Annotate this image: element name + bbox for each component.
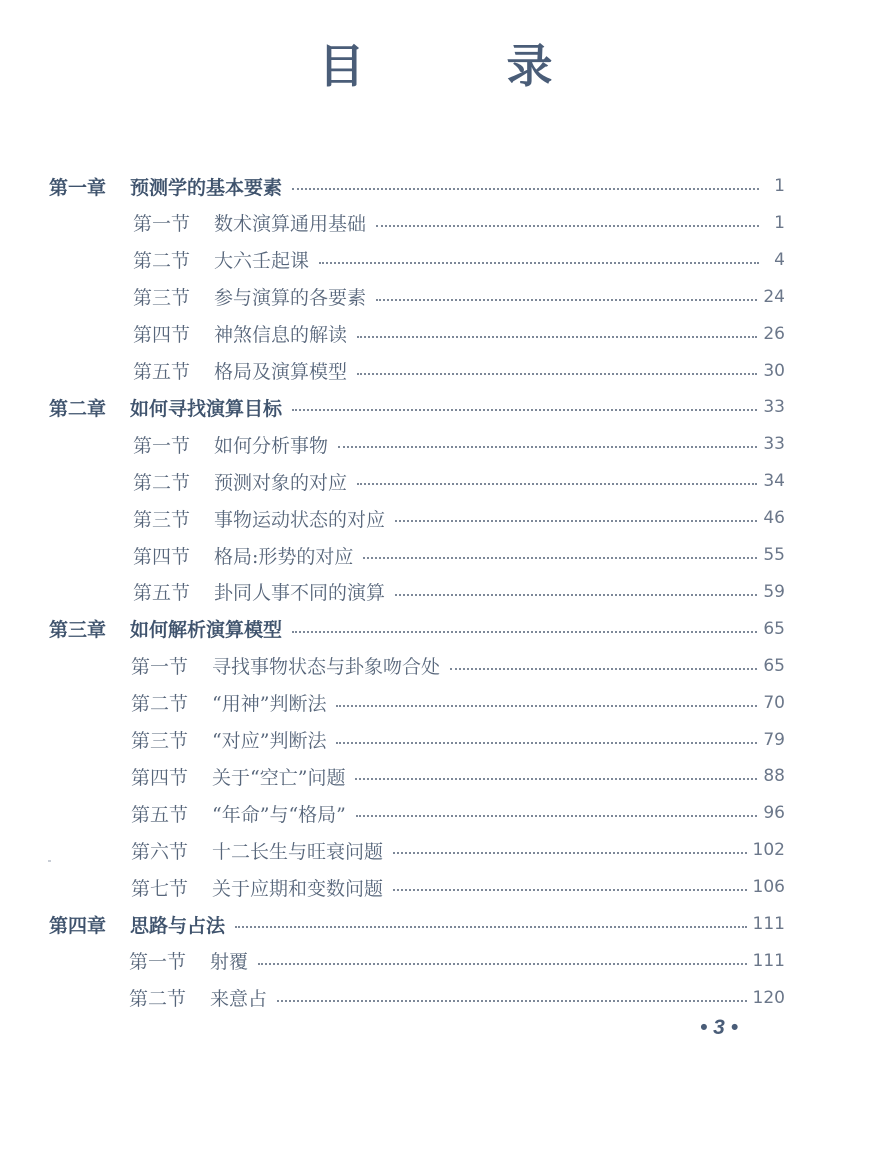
dot-leader xyxy=(235,926,747,928)
chapter-number: 第三章 xyxy=(49,619,107,642)
section-number: 第三节 xyxy=(133,287,191,310)
section-number: 第二节 xyxy=(133,250,191,273)
section-page-number: 4 xyxy=(774,249,785,270)
section-page-number: 102 xyxy=(752,840,785,861)
section-page-number: 96 xyxy=(763,803,785,824)
chapter-title: 如何寻找演算目标 xyxy=(130,397,283,420)
dot-leader xyxy=(393,852,747,854)
dot-leader xyxy=(292,188,759,190)
chapter-number: 第一章 xyxy=(49,176,107,199)
toc-section-entry[interactable] xyxy=(133,537,785,573)
section-title: 神煞信息的解读 xyxy=(214,324,348,347)
section-title: 如何分析事物 xyxy=(214,434,329,457)
toc-section-entry[interactable] xyxy=(133,242,785,278)
section-title: 射覆 xyxy=(210,951,249,974)
dot-leader xyxy=(357,336,757,338)
dot-leader xyxy=(357,483,757,485)
toc-section-entry[interactable] xyxy=(133,426,785,462)
section-page-number: 70 xyxy=(763,692,785,713)
section-title: 卦同人事不同的演算 xyxy=(214,582,386,605)
section-title: 寻找事物状态与卦象吻合处 xyxy=(212,656,441,679)
dot-leader xyxy=(292,631,757,633)
section-number: 第三节 xyxy=(133,508,191,531)
dot-leader xyxy=(450,668,757,670)
chapter-title: 如何解析演算模型 xyxy=(130,619,283,642)
section-title: 数术演算通用基础 xyxy=(214,213,367,236)
dot-leader xyxy=(292,409,757,411)
section-title: 关于应期和变数问题 xyxy=(212,877,384,900)
chapter-page-number: 33 xyxy=(763,397,785,418)
section-number: 第一节 xyxy=(133,434,191,457)
section-number: 第一节 xyxy=(131,656,189,679)
toc-section-entry[interactable] xyxy=(131,648,785,684)
section-number: 第四节 xyxy=(133,545,191,568)
toc-section-entry[interactable] xyxy=(133,279,785,315)
toc-section-entry[interactable] xyxy=(131,869,785,905)
dot-leader xyxy=(277,1000,747,1002)
section-title: 参与演算的各要素 xyxy=(214,287,367,310)
section-title: 格局:形势的对应 xyxy=(214,545,354,568)
dot-leader xyxy=(363,557,757,559)
section-number: 第二节 xyxy=(129,988,187,1011)
chapter-page-number: 1 xyxy=(774,176,785,196)
section-number: 第五节 xyxy=(133,582,191,605)
section-title: 大六壬起课 xyxy=(214,250,310,273)
dot-leader xyxy=(395,520,757,522)
section-number: 第一节 xyxy=(133,213,191,236)
section-title: 十二长生与旺衰问题 xyxy=(212,840,384,863)
scan-speck xyxy=(48,860,51,862)
section-page-number: 120 xyxy=(752,987,785,1008)
toc-chapter-entry[interactable] xyxy=(49,389,785,425)
toc-chapter-entry[interactable] xyxy=(49,906,785,942)
toc-section-entry[interactable] xyxy=(133,500,785,536)
dot-leader xyxy=(395,594,757,596)
section-number: 第五节 xyxy=(133,361,191,383)
dot-leader xyxy=(355,778,757,780)
section-number: 第四节 xyxy=(133,324,191,347)
toc-section-entry[interactable] xyxy=(133,463,785,499)
section-title: “用神”判断法 xyxy=(212,693,327,716)
toc-section-entry[interactable] xyxy=(129,980,785,1016)
section-title: 来意占 xyxy=(210,988,268,1011)
dot-leader xyxy=(336,742,757,744)
section-number: 第二节 xyxy=(133,471,191,494)
chapter-title: 预测学的基本要素 xyxy=(130,176,283,199)
section-page-number: 59 xyxy=(763,581,785,602)
toc-section-entry[interactable] xyxy=(133,574,785,610)
section-number: 第二节 xyxy=(131,693,189,716)
toc-section-entry[interactable] xyxy=(133,205,785,241)
section-page-number: 24 xyxy=(763,286,785,307)
chapter-number: 第二章 xyxy=(49,397,107,420)
chapter-page-number: 65 xyxy=(763,618,785,639)
section-page-number: 26 xyxy=(763,323,785,344)
section-title: “对应”判断法 xyxy=(212,730,327,752)
section-number: 第五节 xyxy=(131,803,189,826)
section-number: 第三节 xyxy=(131,730,189,752)
section-number: 第一节 xyxy=(129,951,187,974)
dot-leader xyxy=(357,373,757,375)
toc-section-entry[interactable] xyxy=(133,316,785,352)
dot-leader xyxy=(258,963,747,965)
toc-section-entry[interactable] xyxy=(131,685,785,721)
dot-leader xyxy=(376,299,757,301)
section-page-number: 1 xyxy=(774,212,785,233)
section-title: 预测对象的对应 xyxy=(214,471,348,494)
section-page-number: 65 xyxy=(763,655,785,676)
dot-leader xyxy=(338,446,757,448)
toc-section-entry[interactable] xyxy=(131,795,785,831)
toc-section-entry[interactable] xyxy=(129,943,785,979)
toc-section-entry[interactable] xyxy=(131,758,785,794)
page-number: • 3 • xyxy=(700,1016,739,1039)
chapter-title: 思路与占法 xyxy=(130,914,226,937)
section-page-number: 46 xyxy=(763,508,785,529)
section-page-number: 111 xyxy=(752,950,785,971)
toc-chapter-entry[interactable] xyxy=(49,611,785,647)
section-number: 第六节 xyxy=(131,840,189,863)
section-page-number: 88 xyxy=(763,766,785,787)
section-number: 第四节 xyxy=(131,766,189,789)
section-page-number: 34 xyxy=(763,471,785,492)
page-title: 目 录 xyxy=(318,39,601,93)
toc-section-entry[interactable] xyxy=(131,832,785,868)
section-page-number: 106 xyxy=(752,877,785,898)
dot-leader xyxy=(376,225,759,227)
dot-leader xyxy=(356,815,757,817)
section-page-number: 30 xyxy=(763,360,785,381)
section-title: 事物运动状态的对应 xyxy=(214,508,386,531)
section-title: “年命”与“格局” xyxy=(212,803,346,826)
dot-leader xyxy=(319,262,759,264)
toc-chapter-entry[interactable] xyxy=(49,168,785,204)
section-page-number: 55 xyxy=(763,545,785,565)
section-page-number: 33 xyxy=(763,434,785,455)
toc-section-entry[interactable] xyxy=(131,722,785,758)
toc-section-entry[interactable] xyxy=(133,353,785,389)
section-title: 关于“空亡”问题 xyxy=(212,766,346,789)
chapter-number: 第四章 xyxy=(49,914,107,937)
section-title: 格局及演算模型 xyxy=(214,361,348,383)
section-number: 第七节 xyxy=(131,877,189,900)
dot-leader xyxy=(336,705,757,707)
chapter-page-number: 111 xyxy=(752,914,785,934)
dot-leader xyxy=(393,889,747,891)
section-page-number: 79 xyxy=(763,729,785,750)
